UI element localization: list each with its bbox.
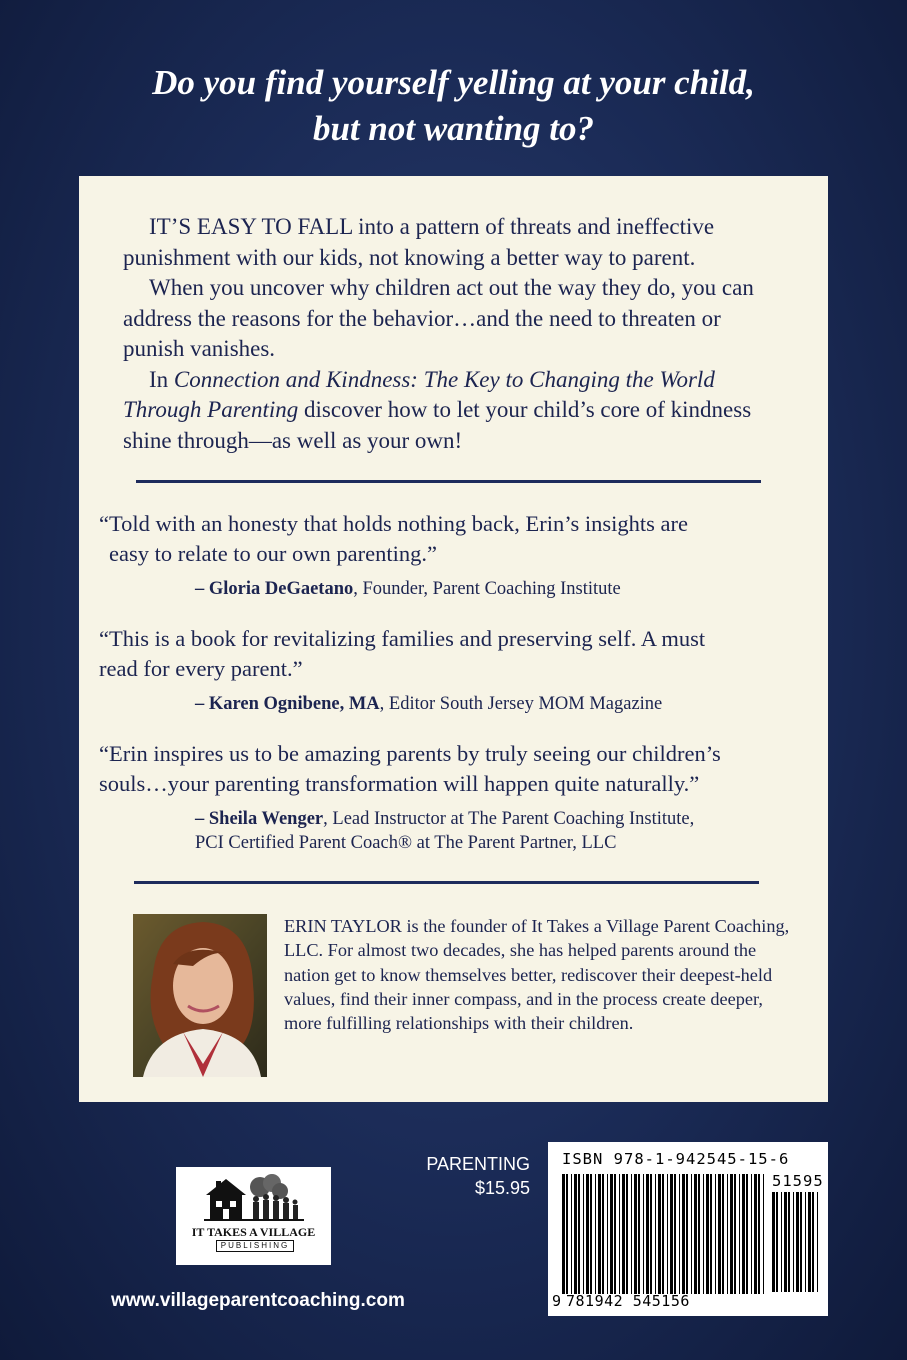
barcode-bar (686, 1174, 688, 1294)
barcode-bar (727, 1174, 728, 1294)
price-barcode-bars (772, 1192, 822, 1292)
barcode-bar (698, 1174, 700, 1294)
barcode-bar (730, 1174, 733, 1294)
barcode-bar (742, 1174, 745, 1294)
book-blurb (123, 212, 773, 456)
quote-line: souls…your parenting transformation will happen quite naturally.” (99, 771, 700, 796)
barcode-bar (788, 1192, 790, 1292)
barcode-bar (643, 1174, 644, 1294)
barcode-bar (602, 1174, 604, 1294)
barcode-bar (751, 1174, 752, 1294)
village-logo-icon (176, 1167, 331, 1223)
barcode-bar (574, 1174, 577, 1294)
quote-line: easy to relate to our own parenting.” (109, 541, 438, 566)
barcode-bar (715, 1174, 716, 1294)
isbn-text: ISBN 978-1-942545-15-6 (562, 1150, 790, 1168)
barcode-bar (607, 1174, 608, 1294)
barcode-bar (706, 1174, 709, 1294)
author-bio: ERIN TAYLOR is the founder of It Takes a Village Parent Coaching, LLC. For almost two decades, she has helped parents around the nation get to know themselves better, rediscover their deepest-held values, find their inner compass, and in the process create deeper, more fulfilling relationships with their children. (284, 916, 790, 1034)
divider-bottom (134, 881, 759, 884)
attribution-role: , Editor South Jersey MOM Magazine (379, 694, 663, 714)
quote-line: read for every parent.” (99, 656, 303, 681)
barcode-bar (650, 1174, 652, 1294)
testimonial-attribution (195, 807, 721, 855)
barcode-bar (808, 1192, 811, 1292)
publisher-sub: PUBLISHING (216, 1240, 294, 1252)
category-price (380, 1152, 530, 1200)
quote-line: “Told with an honesty that holds nothing back, Erin’s insights are (99, 511, 688, 536)
blurb-paragraph-1 (123, 212, 773, 273)
barcode-bar (703, 1174, 704, 1294)
barcode-bar (655, 1174, 656, 1294)
barcode-bar (722, 1174, 724, 1294)
barcode-bar (758, 1174, 760, 1294)
testimonial-attribution (195, 577, 688, 601)
barcode-bar (590, 1174, 592, 1294)
quote-line: “This is a book for revitalizing families and preserving self. A must (99, 626, 706, 651)
barcode-bar (817, 1192, 818, 1292)
attribution-role-2: PCI Certified Parent Coach® at The Parent Partner, LLC (195, 833, 617, 853)
barcode-bar (754, 1174, 757, 1294)
blurb-p3-text: discover how to let your child’s core of kindness shine through—as well as your own! (123, 397, 752, 453)
testimonial (99, 624, 705, 716)
barcode-bar (718, 1174, 721, 1294)
blurb-paragraph-2: When you uncover why children act out the way they do, you can address the reasons for the behavior…and the need to threaten or punish vanishes. (123, 275, 754, 361)
barcode-bar (670, 1174, 673, 1294)
barcode-bar (562, 1174, 565, 1294)
barcode-bar (691, 1174, 692, 1294)
price-label: $15.95 (474, 1178, 530, 1198)
barcode-bar (662, 1174, 664, 1294)
category-label: PARENTING (426, 1154, 530, 1174)
barcode-bar (734, 1174, 736, 1294)
attribution-role: , Founder, Parent Coaching Institute (353, 579, 621, 599)
quote-line: “Erin inspires us to be amazing parents by truly seeing our children’s (99, 741, 721, 766)
attribution-name: – Karen Ognibene, MA (195, 694, 380, 714)
barcode-bar (634, 1174, 637, 1294)
testimonial-quote (99, 739, 721, 799)
barcode-bar (674, 1174, 676, 1294)
author-photo (133, 914, 267, 1077)
testimonial (99, 739, 721, 855)
barcode-bar (598, 1174, 601, 1294)
barcode-bar (583, 1174, 584, 1294)
book-title: Connection and Kindness: The Key to Changing the World Through Parenting (123, 366, 715, 422)
attribution-name: – Gloria DeGaetano (195, 579, 354, 599)
barcode-digits: 781942 545156 (566, 1292, 690, 1310)
blurb-lead-caps: IT’S EASY TO FALL (149, 214, 353, 239)
blurb-p3-in: In (149, 366, 174, 392)
barcode-bar (571, 1174, 572, 1294)
headline (0, 60, 907, 152)
barcode-bar (586, 1174, 589, 1294)
testimonial-quote (99, 509, 688, 569)
blurb-paragraph-3 (123, 365, 773, 457)
ean-barcode-bars (562, 1174, 767, 1294)
testimonial-attribution (195, 692, 705, 716)
barcode-bar (812, 1192, 814, 1292)
testimonial (99, 509, 688, 601)
barcode-bar (578, 1174, 580, 1294)
barcode-bar (682, 1174, 685, 1294)
barcode-bar (694, 1174, 697, 1294)
publisher-logo (176, 1167, 331, 1265)
barcode-bar (566, 1174, 568, 1294)
barcode-bar (784, 1192, 787, 1292)
barcode-bar (805, 1192, 806, 1292)
headline-line-2: but not wanting to? (312, 109, 595, 148)
barcode-bar (772, 1192, 775, 1292)
barcode-bar (626, 1174, 628, 1294)
publisher-name: IT TAKES A VILLAGE (191, 1225, 316, 1239)
barcode-bar (763, 1174, 764, 1294)
barcode-bar (679, 1174, 680, 1294)
attribution-role: , Lead Instructor at The Parent Coaching Institute, (323, 809, 695, 829)
barcode-bar (610, 1174, 613, 1294)
barcode-bar (646, 1174, 649, 1294)
barcode-lead-digit: 9 (552, 1292, 562, 1310)
barcode-bar (658, 1174, 661, 1294)
attribution-name: – Sheila Wenger (195, 809, 324, 829)
barcode-bar (776, 1192, 778, 1292)
barcode-bar (746, 1174, 748, 1294)
headline-line-1: Do you find yourself yelling at your child, (152, 63, 755, 102)
barcode-bar (800, 1192, 802, 1292)
price-code-text: 51595 (772, 1172, 824, 1190)
blurb-p1-text: into a pattern of threats and ineffective punishment with our kids, not knowing a better way to parent. (123, 214, 715, 270)
barcode-bar (667, 1174, 668, 1294)
barcode-bar (796, 1192, 799, 1292)
barcode (548, 1142, 828, 1316)
barcode-bar (622, 1174, 625, 1294)
barcode-bar (614, 1174, 616, 1294)
barcode-bar (631, 1174, 632, 1294)
divider-top (136, 480, 761, 483)
author-portrait-image (133, 914, 267, 1077)
content-panel (79, 176, 828, 1102)
barcode-bar (781, 1192, 782, 1292)
barcode-bar (638, 1174, 640, 1294)
barcode-bar (619, 1174, 620, 1294)
barcode-bar (739, 1174, 740, 1294)
barcode-bar (595, 1174, 596, 1294)
barcode-bar (793, 1192, 794, 1292)
barcode-bar (710, 1174, 712, 1294)
testimonial-quote (99, 624, 705, 684)
website-url: www.villageparentcoaching.com (111, 1290, 405, 1311)
